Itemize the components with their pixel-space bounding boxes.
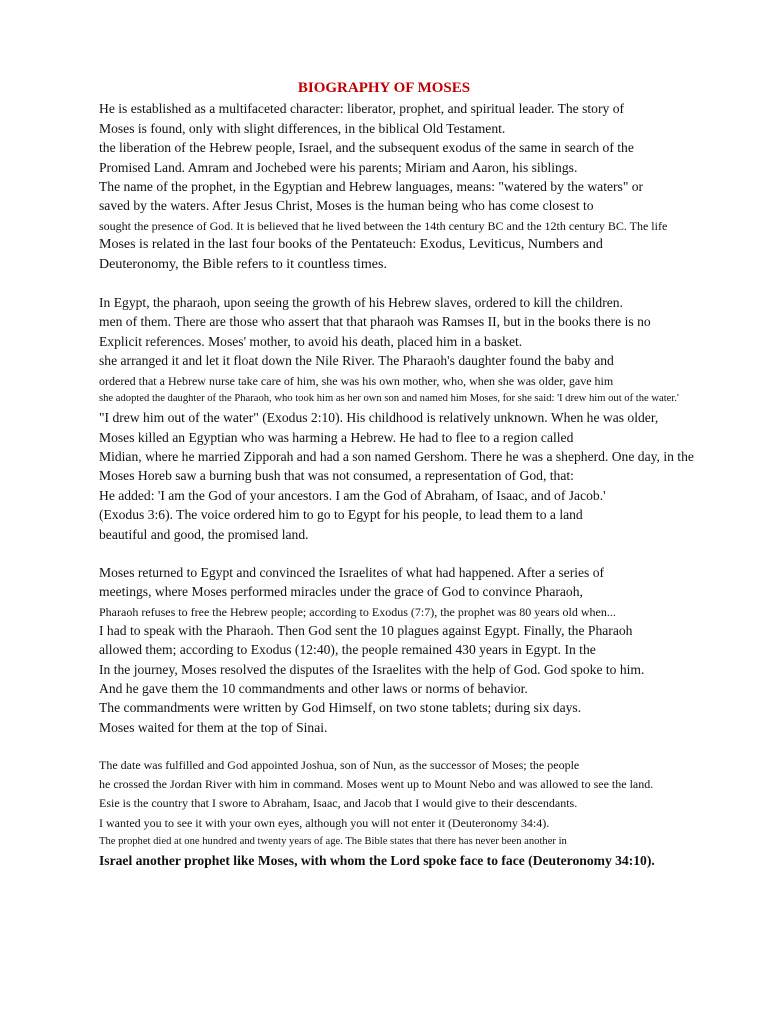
text-line: In the journey, Moses resolved the disputes of the Israelites with the help of God. God spoke to him.	[99, 662, 645, 677]
text-line: beautiful and good, the promised land.	[99, 527, 309, 542]
text-line: He is established as a multifaceted character: liberator, prophet, and spiritual leader. The story of	[99, 101, 625, 116]
document-title: BIOGRAPHY OF MOSES	[297, 80, 471, 96]
text-line: (Exodus 3:6). The voice ordered him to go to Egypt for his people, to lead them to a land	[99, 507, 583, 522]
text-line: he crossed the Jordan River with him in command. Moses went up to Mount Nebo and was allowed to see the land.	[99, 777, 654, 791]
text-line: And he gave them the 10 commandments and other laws or norms of behavior.	[99, 681, 528, 696]
text-line: The prophet died at one hundred and twenty years of age. The Bible states that there has never been another in	[99, 836, 567, 847]
text-line: ordered that a Hebrew nurse take care of him, she was his own mother, who, when she was older, gave him	[99, 374, 614, 388]
text-line: she adopted the daughter of the Pharaoh, who took him as her own son and named him Moses, for she said: 'I drew him out of the water.'	[99, 393, 679, 404]
text-line: Midian, where he married Zipporah and had a son named Gershom. There he was a shepherd. One day, in the	[99, 449, 694, 464]
text-line: Moses returned to Egypt and convinced the Israelites of what had happened. After a series of	[99, 565, 605, 580]
text-line: she arranged it and let it float down the Nile River. The Pharaoh's daughter found the baby and	[99, 353, 614, 368]
text-line: I had to speak with the Pharaoh. Then God sent the 10 plagues against Egypt. Finally, the Pharaoh	[99, 623, 633, 638]
text-line: He added: 'I am the God of your ancestors. I am the God of Abraham, of Isaac, and of Jacob.'	[99, 488, 606, 503]
text-line: The commandments were written by God Himself, on two stone tablets; during six days.	[99, 700, 582, 715]
text-line: The name of the prophet, in the Egyptian and Hebrew languages, means: "watered by the waters" or	[99, 179, 644, 194]
text-line: Pharaoh refuses to free the Hebrew people; according to Exodus (7:7), the prophet was 80 years old when...	[99, 605, 616, 619]
text-line: Promised Land. Amram and Jochebed were his parents; Miriam and Aaron, his siblings.	[99, 160, 578, 175]
text-line: Moses killed an Egyptian who was harming a Hebrew. He had to flee to a region called	[99, 430, 574, 445]
text-line: Moses is related in the last four books of the Pentateuch: Exodus, Leviticus, Numbers and	[99, 237, 603, 252]
text-line: Moses is found, only with slight differences, in the biblical Old Testament.	[99, 121, 506, 136]
text-line: I wanted you to see it with your own eyes, although you will not enter it (Deuteronomy 34:4).	[99, 816, 550, 830]
text-line: The date was fulfilled and God appointed Joshua, son of Nun, as the successor of Moses; the people	[99, 758, 580, 772]
text-line: Explicit references. Moses' mother, to avoid his death, placed him in a basket.	[99, 334, 523, 349]
text-line: Deuteronomy, the Bible refers to it countless times.	[99, 257, 387, 272]
text-line: sought the presence of God. It is believed that he lived between the 14th century BC and the 12th century BC. The life	[99, 219, 668, 233]
closing-statement: Israel another prophet like Moses, with whom the Lord spoke face to face (Deuteronomy 34:10).	[99, 853, 655, 868]
text-line: In Egypt, the pharaoh, upon seeing the growth of his Hebrew slaves, ordered to kill the children.	[99, 295, 623, 310]
text-line: Moses waited for them at the top of Sinai.	[99, 720, 328, 735]
text-line: men of them. There are those who assert that that pharaoh was Ramses II, but in the books there is no	[99, 314, 651, 329]
text-line: saved by the waters. After Jesus Christ, Moses is the human being who has come closest to	[99, 198, 594, 213]
text-line: Moses Horeb saw a burning bush that was not consumed, a representation of God, that:	[99, 468, 574, 483]
text-line: "I drew him out of the water" (Exodus 2:10). His childhood is relatively unknown. When he was older,	[99, 410, 659, 425]
text-line: the liberation of the Hebrew people, Israel, and the subsequent exodus of the same in search of the	[99, 140, 634, 155]
text-line: allowed them; according to Exodus (12:40), the people remained 430 years in Egypt. In the	[99, 642, 596, 657]
text-line: Esie is the country that I swore to Abraham, Isaac, and Jacob that I would give to their descendants.	[99, 796, 578, 810]
text-line: meetings, where Moses performed miracles under the grace of God to convince Pharaoh,	[99, 584, 583, 599]
